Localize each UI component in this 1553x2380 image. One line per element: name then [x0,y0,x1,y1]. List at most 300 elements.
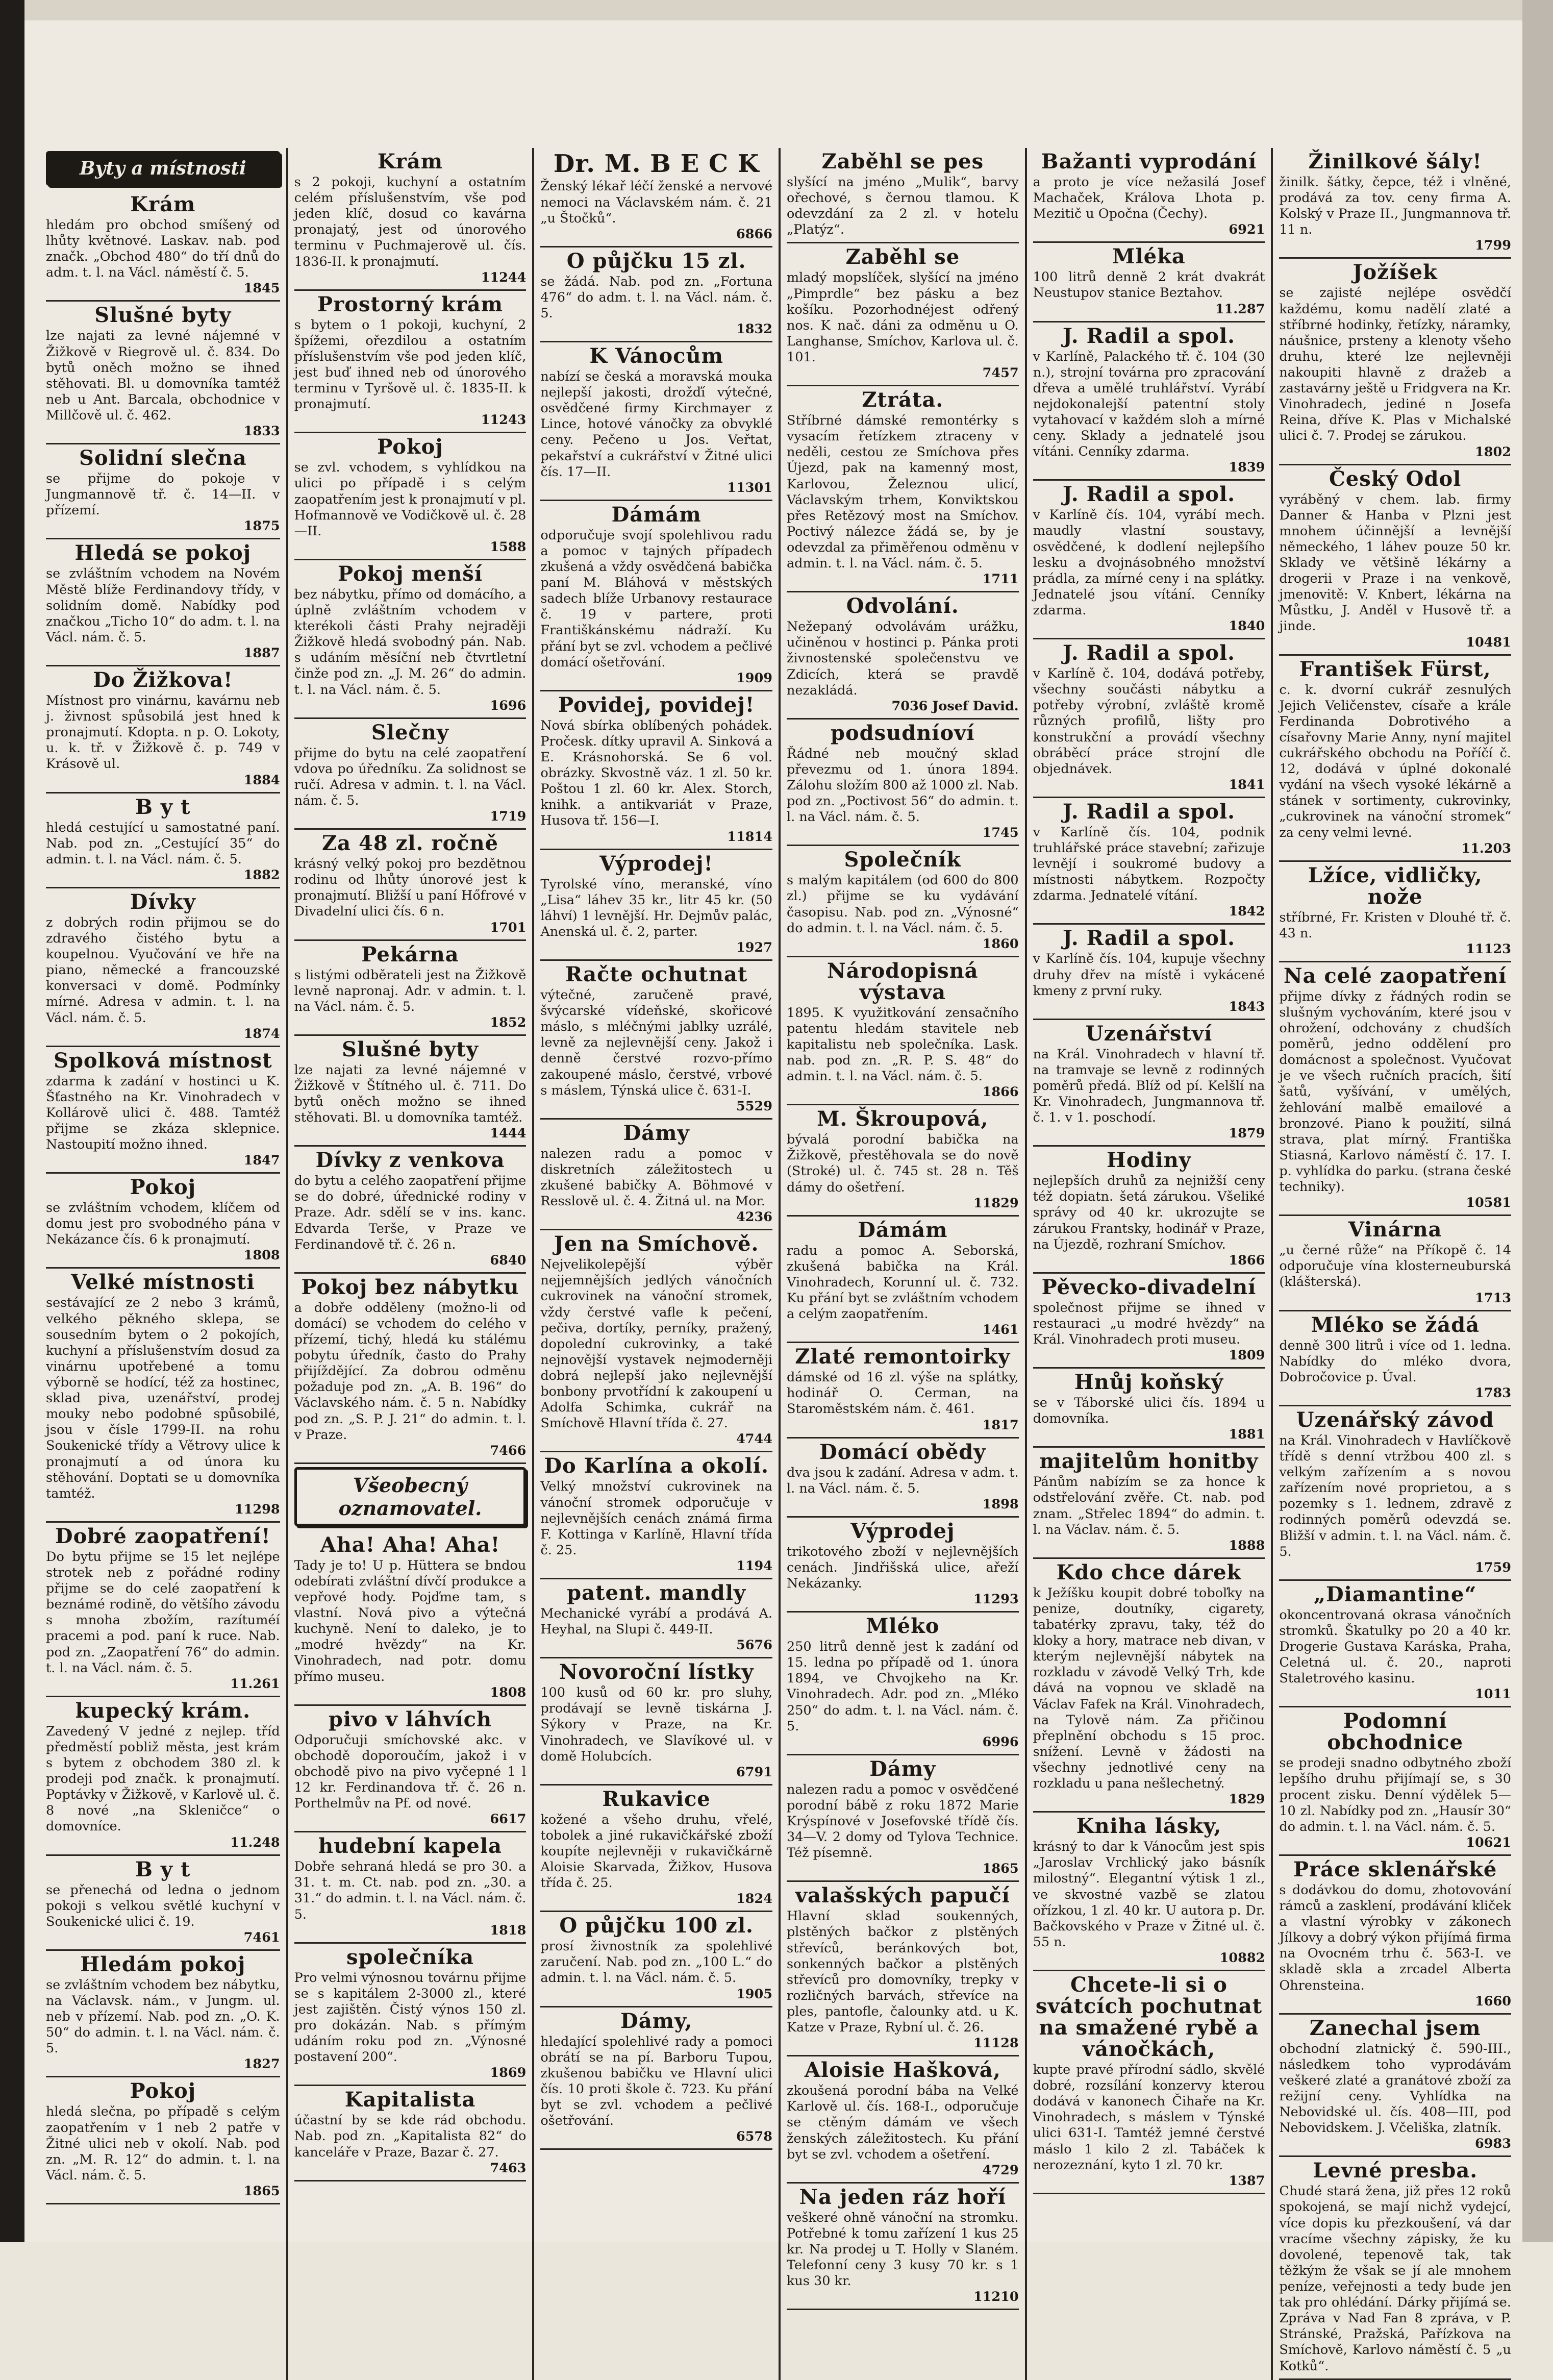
classified-ad [787,2056,1019,2184]
classified-ad [294,1036,527,1147]
ad-text: společnost přijme se ihned v restauraci „u modré hvězdy“ na Král. Vinohradech proti museu. [1033,1300,1265,1348]
classified-ad [1279,1581,1511,1708]
ad-title: Chcete-li si o svátcích pochutnat na smažené rybě a vánočkách, [1035,1972,1263,2061]
classified-ad [540,1452,772,1579]
ad-title: Pokoj bez nábytku [301,1275,519,1299]
column-5 [1025,148,1271,2380]
ad-text: 100 litrů denně 2 krát dvakrát Neustupov stanice Beztahov. [1033,269,1265,301]
classified-ad [1033,798,1265,925]
classified-ad [1033,148,1265,243]
ad-text: bývalá porodní babička na Žižkově, přestěhovala se do nově (Stroké) ul. č. 745 st. 28 n. Těš dámy do ošetření. [786,1132,1019,1195]
ad-number: 11293 [973,1592,1019,1607]
ad-title: Uzenářský závod [1296,1407,1494,1432]
classified-ad [787,2184,1019,2311]
ad-text: odporučuje svojí spolehlivou radu a pomoc v tajných případech zkušená a vždy osvědčená babička paní M. Bláhová v městských sadech blíže Urbanovy restaurace č. 19 v partere, proti Františkánskému nádraží. Ku přání byt se zvl. vchodem a pečlivé domácí ošetřování. [540,527,772,670]
classified-ad [294,941,527,1036]
classified-ad [1279,259,1511,465]
ad-number: 1808 [243,1248,280,1263]
ad-text: účastní by se kde rád obchodu. Nab. pod zn. „Kapitalista 82“ do kanceláře v Praze, Bazar č. 27. [294,2113,527,2160]
ad-text: kupte pravé přírodní sádlo, skvělé dobré, rozsílání konzervy kterou dodává v kanonech Čihaře na Kr. Vinohradech, s máslem v Týnské ulici 631-I. Tamtéž jemné čerstvé máslo 1 kilo 2 zl. Tabáček k nerozeznání, kyto 1 zl. 70 kr. [1033,2062,1265,2173]
ad-text: v Karlíně č. 104, dodává potřeby, všechny součásti nábytku a potřeby výrobní, zvláště kromě různých profilů, lišty pro konstrukční a provádí všechny obráběcí práce strojní dle objednávek. [1033,666,1265,777]
ad-title: Kapitalista [344,2088,476,2112]
ad-number: 1194 [736,1558,772,1574]
ad-number: 1882 [243,867,280,883]
ad-title: Národopisná výstava [827,958,979,1004]
ad-text: sestávající ze 2 nebo 3 krámů, velkého pěkného sklepa, se sousedním bytem o 2 pokojích, kuchyní a příslušenstvím dosud za vinárnu upotřebené a tomu výborně se hodící, též za hostinec, sklad piva, uzenářství, prodej mouky nebo podobné spůsobilé, jsou v čísle 1799-II. na rohu Soukenické třídy a Větrovy ulice k pronajmutí a od února ku stěhování. Doptati se u domovníka tamtéž. [46,1295,280,1501]
classified-ad [1033,925,1265,1020]
ad-title: J. Radil a spol. [1062,641,1236,665]
ad-text: Tyrolské víno, meranské, víno „Lisa“ láhev 35 kr., litr 45 kr. (50 láhví) 1 levnější. Hr. Dejmův palác, Anenská ul. č. 2, parter. [540,876,772,939]
ad-title: Hledám pokoj [80,1952,246,1976]
classified-ad [1279,1406,1511,1581]
section-banner-vseobecny: Všeobecný oznamovatel. [294,1467,527,1526]
ad-title: Na jeden ráz hoří [799,2185,1007,2209]
classified-ad [1279,1311,1511,1406]
ad-number: 1387 [1229,2173,1265,2189]
ad-title: pivo v láhvích [328,1707,492,1731]
classified-ad [540,1786,772,1913]
ad-number: 1869 [490,2065,527,2081]
classified-ad [1033,1274,1265,1369]
ad-title: Aloisie Hašková, [804,2058,1001,2082]
ad-number: 11829 [973,1195,1019,1211]
ad-title: Zlaté remontoirky [795,1345,1011,1369]
classified-ad [1033,1813,1265,1971]
ad-title: Dr. M. B E C K [553,150,760,178]
ad-title: Jen na Smíchově. [554,1232,759,1256]
ad-text: se zvl. vchodem, s vyhlídkou na ulici po případě i s celým zaopatřením jest k pronajmutí v pl. Hofmannově ve Vodičkově ul. č. 28—II. [294,460,527,539]
ad-number: 1898 [982,1496,1019,1512]
ad-text: dámské od 16 zl. výše na splátky, hodinář O. Cerman, na Staroměstském nám. č. 461. [786,1370,1019,1417]
ad-title: J. Radil a spol. [1062,324,1236,348]
column-4 [779,148,1025,2380]
ad-title: Slečny [371,720,449,745]
ad-text: Řádné neb moučný sklad převezmu od 1. února 1894. Zálohu složím 800 až 1000 zl. Nab. pod zn. „Poctivost 56“ do admin. t. l. na Václ. nám. č. 5. [786,746,1019,825]
classified-ad [46,794,280,888]
ad-number: 1866 [982,1084,1019,1100]
scan-left-edge [0,0,24,2242]
ad-text: 250 litrů denně jest k zadání od 15. ledna po případě od 1. února 1894, ve Chvojkeho na Kr. Vinohradech. Adr. pod zn. „Mléko 250“ do adm. t. l. na Václ. nám. č. 5. [786,1639,1019,1734]
ad-title: Podomní obchodnice [1327,1709,1464,1755]
ad-text: stříbrné, Fr. Kristen v Dlouhé tř. č. 43 n. [1279,909,1511,941]
classified-ad [787,957,1019,1106]
classified-ad [540,1912,772,2007]
ad-text: krásný to dar k Vánocům jest spis „Jaroslav Vrchlický jako básník milostný“. Elegantní výtisk 1 zl., ve skvostné vazbě se zlatou ořízkou, 1 zl. 40 kr. U autora p. Dr. Bačkovského v Praze v Žitné ul. č. 55 n. [1033,1839,1265,1950]
classified-ad [46,1174,280,1269]
ad-number: 1783 [1475,1385,1511,1401]
classified-ad [46,191,280,302]
classified-ad [46,888,280,1047]
classified-ad [787,1343,1019,1438]
ad-title: Zanechal jsem [1309,2016,1481,2040]
classified-ad [294,1944,527,2087]
ad-number: 10581 [1466,1195,1511,1211]
ad-title: Pokoj [130,1175,196,1200]
ad-number: 11243 [481,412,527,428]
ad-number: 1808 [490,1684,527,1700]
ad-title: Kdo chce dárek [1056,1560,1242,1584]
ad-title: Mléko se žádá [1311,1312,1480,1337]
ad-number: 1809 [1229,1348,1265,1363]
classified-ad [46,1951,280,2078]
ad-title: Uzenářství [1085,1021,1213,1046]
ad-title: Dívky z venkova [315,1148,505,1173]
ad-text: se zvláštním vchodem, klíčem od domu jest pro svobodného pána v Nekázance čís. 6 k pronajmutí. [46,1200,280,1248]
scan-top-edge [0,0,1553,20]
classified-ad [294,830,527,940]
ad-title: M. Škroupová, [817,1107,989,1131]
ad-text: v Karlíně čís. 104, kupuje všechny druhy dřev na místě i vykácené kmeny z první ruky. [1033,951,1265,999]
ad-title: Za 48 zl. ročně [321,831,499,856]
ad-number: 1713 [1475,1290,1511,1306]
ad-title: Hnůj koňský [1074,1370,1224,1395]
ad-title: Společník [844,848,962,872]
ad-text: 1895. K využitkování zensačního patentu hledám stavitele neb kapitalistu neb společníka. Lask. nab. pod zn. „R. P. S. 48“ do admin. t. l. na Václ. nám. č. 5. [786,1005,1019,1084]
ad-text: na Král. Vinohradech v hlavní tř. na tramvaje se levně z rodinných poměrů předá. Blíž od pí. Kelšlí na Kr. Vinohradech, Jungmannova tř. č. 1. v 1. poschodí. [1033,1046,1265,1126]
classified-ad [1033,1369,1265,1448]
ad-text: v Karlíně čís. 104, vyrábí mech. maudly vlastní soustavy, osvědčené, k dodlení nejlepšího lesku a dvojnásobného množství prádla, za mírné ceny i na splátky. Jednatelé jsou vítání. Cenníky zdarma. [1033,507,1265,618]
classified-ad [787,243,1019,386]
classified-ad [294,1706,527,1833]
ad-title: B y t [135,1857,191,1881]
ad-number: 1865 [982,1861,1019,1877]
ad-title: Slušné byty [94,303,232,328]
classified-ad [540,342,772,501]
classified-ad [787,592,1019,720]
classified-ad [1033,1020,1265,1147]
ad-text: okoncentrovaná okrasa vánočních stromků. Škatulky po 20 a 40 kr. Drogerie Gustava Karáska, Praha, Celetná ul. č. 20., naproti Staletrového kasinu. [1279,1607,1511,1687]
ad-text: 100 kusů od 60 kr. pro sluhy, prodávají se levně tiskárna J. Sýkory v Praze, na Kr. Vinohradech, ve Slavíkové ul. v domě Holubcích. [540,1685,772,1764]
ad-title: J. Radil a spol. [1062,926,1236,951]
column-2 [286,148,533,2380]
ad-number: 4236 [736,1209,772,1225]
classified-ad [1279,862,1511,962]
ad-title: Dívky [130,889,196,914]
classified-ad [294,2086,527,2181]
ad-number: 1887 [243,645,280,661]
ad-number: 1719 [490,809,527,825]
ad-title: Dámám [611,502,702,527]
ad-text: se přenechá od ledna o jednom pokoji s velkou světlé kuchyní v Soukenické ulici č. 19. [46,1882,280,1929]
classified-ad [540,1658,772,1786]
ad-number: 1905 [736,1986,772,2002]
ad-text: radu a pomoc A. Seborská, zkušená babička na Král. Vinohradech, Korunní ul. č. 732. Ku přání byt se zvláštním vchodem a celým zaopatřením. [786,1243,1019,1322]
ad-text: Pro velmi výnosnou továrnu přijme se s kapitálem 2-3000 zl., které jest zajištěn. Čistý výnos 150 zl. pro dokázán. Nab. s přímým udáním roku pod zn. „Výnosné postavení 200“. [294,1970,527,2065]
ad-title: Mléko [866,1614,940,1639]
ad-text: nalezen radu a pomoc v diskretních záležitostech u zkušené babičky A. Böhmové v Resslově ul. č. 4. Žitná ul. na Mor. [540,1146,772,1209]
ad-text: denně 300 litrů i více od 1. ledna. Nabídky do mléko dvora, Dobročovice p. Úval. [1279,1337,1511,1385]
classified-ad [1279,962,1511,1216]
ad-title: Lžíce, vidličky, nože [1308,863,1483,909]
ad-number: 1927 [736,940,772,955]
ad-text: se v Táborské ulici čís. 1894 u domovníka. [1033,1395,1265,1427]
ad-number: 1817 [982,1417,1019,1433]
ad-text: „u černé růže“ na Příkopě č. 14 odporučuje vína klosterneuburská (klášterská). [1279,1243,1511,1290]
classified-ad [540,1230,772,1452]
ad-title: valašských papučí [795,1883,1010,1908]
ad-title: Pekárna [361,942,459,966]
ad-number: 11128 [973,2036,1019,2051]
ad-title: Výprodej [850,1519,955,1543]
classified-ad [294,719,527,830]
ad-title: Rukavice [602,1787,711,1811]
ad-title: Pokoj menší [337,561,483,586]
ad-text: Nová sbírka oblíbených pohádek. Pročesk. dítky upravil A. Sinková a E. Krásnohorská. Se 6 vol. obrázky. Skvostně váz. 1 zl. 50 kr. Poštou 1 zl. 60 kr. Alex. Storch, knihk. a antikvariát v Praze, Husova tř. 156—I. [540,717,772,829]
classified-ad [787,846,1019,957]
ad-title: Prostorný krám [317,292,503,316]
ad-number: 1879 [1229,1126,1265,1142]
ad-title: Český Odol [1329,466,1462,491]
ad-number: 1444 [490,1126,527,1142]
ad-title: Pokoj [377,435,443,459]
ad-text: se žádá. Nab. pod zn. „Fortuna 476“ do adm. t. l. na Václ. nám. č. 5. [540,274,772,321]
ad-number: 1841 [1229,777,1265,792]
ad-title: Do Karlína a okolí. [544,1454,769,1478]
ad-text: se zajisté nejlépe osvědčí každému, komu nadělí zlaté a stříbrné hodinky, řetízky, náramky, náušnice, prsteny a klenoty všeho druhu, které lze nejlevněji nakoupiti hlavně z dražeb a zastavárny ještě u Fridgvera na Kr. Vinohradech, jediné n Josefa Reina, dříve K. Plas v Michalské ulici č. 7. Prodej se zárukou. [1279,285,1511,444]
classified-ad [540,961,772,1120]
ad-title: kupecký krám. [75,1698,251,1723]
ad-title: společníka [346,1945,474,1969]
classified-ad [540,148,772,247]
ad-text: prosí živnostník za spolehlivé zaručení. Nab. pod zn. „100 L.“ do admin. t. l. na Václ. nám. č. 5. [540,1939,772,1986]
classified-ad [1279,465,1511,656]
ad-number: 1852 [490,1014,527,1030]
ad-text: se zvláštním vchodem na Novém Městě blíže Ferdinandovy třídy, v solidním domě. Nabídky pod značkou „Ticho 10“ do adm. t. l. na Václ. nám. č. 5. [46,566,280,645]
classified-ad [1279,656,1511,862]
ad-number: 1845 [243,281,280,296]
ad-number: 7466 [490,1443,527,1458]
ad-number: 11.287 [1215,301,1265,317]
ad-text: se zvláštním vchodem bez nábytku, na Václavsk. nám., v Jungm. ul. neb v přízemí. Nab. pod zn. „O. K. 50“ do admin. t. l. na Václ. nám. č. 5. [46,1977,280,2056]
ad-text: obchodní zlatnický č. 590-III., následkem toho vyprodávám veškeré zlaté a granátové zboží za režijní ceny. Vyhlídka na Nebovidské ul. čís. 408—III, pod Nebovidskem. J. Včeliška, zlatník. [1279,2041,1511,2136]
ad-number: 11.248 [230,1834,280,1850]
classified-ad [787,1613,1019,1755]
ad-number: 1875 [243,518,280,534]
ad-number: 1660 [1475,1993,1511,2009]
column-6 [1271,148,1517,2380]
ad-text: přijme do bytu na celé zaopatření vdova po úředníku. Za solidnost se ručí. Adresa v admin. t. l. na Václ. nám. č. 5. [294,745,527,808]
ad-text: s 2 pokoji, kuchyní a ostatním celém příslušenstvím, vše pod jeden klíč, dosud co kavárna pronajatý, jest od únorového terminu v Puchmajerově ul. čís. 1836-II. k pronajmutí. [294,175,527,269]
ad-title: hudební kapela [318,1834,502,1858]
ad-text: dva jsou k zadání. Adresa v adm. t. l. na Václ. nám. č. 5. [786,1465,1019,1496]
ad-number: 1588 [490,539,527,555]
classified-ad [540,247,772,342]
ad-number: 1909 [736,670,772,686]
ad-title: Kniha lásky, [1076,1814,1222,1839]
classified-ad [46,666,280,794]
ad-number: 1824 [736,1891,772,1907]
ad-number: 5676 [736,1638,772,1653]
classified-ad [787,1518,1019,1613]
classified-ad [1033,481,1265,639]
classified-ad [294,433,527,560]
ad-number: 10481 [1466,634,1511,650]
ad-title: Ztráta. [862,388,944,412]
ad-number: 1888 [1229,1538,1265,1553]
ad-title: Solidní slečna [79,446,247,470]
ad-title: Hledá se pokoj [74,541,252,565]
ad-title: Jožíšek [1352,260,1438,285]
classified-ad [46,1523,280,1697]
ad-title: majitelům honitby [1039,1449,1259,1474]
ad-title: patent. mandly [567,1580,746,1605]
ad-text: zkoušená porodní bába na Velké Karlově ul. čís. 168-I., odporučuje se ctěným dámám ve všech ženských záležitostech. Ku přání byt se zvl. vchodem a ošetření. [786,2083,1019,2162]
ad-number: 1818 [490,1922,527,1938]
ad-title: Na celé zaopatření [1284,963,1507,988]
classified-ad [1279,1707,1511,1856]
ad-number: 11.203 [1461,840,1511,856]
ad-text: Pánům nabízím se za honce k odstřelování zvěře. Ct. nab. pod znam. „Střelec 1894“ do admin. t. l. na Václav. nám. č. 5. [1033,1474,1265,1538]
ad-text: Nežepaný odvolávám urážku, učiněnou v hostinci p. Pánka proti živnostenské společenstvu ve Zdicích, která se pravdě nezakládá. [786,619,1019,698]
ad-number: 1696 [490,698,527,713]
ad-number: 1802 [1475,444,1511,460]
ad-title: Aha! Aha! Aha! [320,1532,500,1557]
ad-title: podsudníoví [831,721,975,745]
ad-number: 1842 [1229,904,1265,920]
ad-title: Zaběhl se [845,245,960,269]
ad-number: 1759 [1475,1559,1511,1575]
classified-ad [540,691,772,850]
ad-number: 6866 [736,226,772,242]
ad-title: J. Radil a spol. [1062,799,1236,824]
ad-text: přijme dívky z řádných rodin se slušným vychováním, které jsou v ohrožení, odchovány z chudších poměrů, jedno oddělení pro domácnost a společnost. Vyučovat je ve všech ručních pracích, šití šatů, vyšívání, v umělých, žehlování malbě emailové a bronzové. Piano k použití, silná strava, plat mírný. Františka Stiasná, Karlovo náměstí č. 17. I. p. vyhlídka do parku. (strana české techniky). [1279,988,1511,1195]
classified-ad [1279,2015,1511,2158]
ad-number: 1461 [982,1322,1019,1338]
ad-text: Velký množství cukrovinek na vánoční stromek odporučuje v nejlevnějších cenách známá firma F. Kottinga v Karlíně, Hlavní třída č. 25. [540,1479,772,1558]
ad-title: Pěvecko-divadelní [1041,1275,1257,1299]
ad-number: 1840 [1229,618,1265,634]
ad-number: 6578 [736,2129,772,2145]
ad-number: 1884 [243,772,280,788]
ad-title: Dámy, [620,2009,693,2033]
ad-title: Dobré zaopatření! [55,1524,271,1548]
ad-number: 6983 [1475,2136,1511,2152]
ad-text: z dobrých rodin přijmou se do zdravého čistého bytu a koupelnou. Vyučování ve hře na piano, německé a francouzské konversaci v domě. Podmínky mírné. Adresa v admin. t. l. na Václ. nám. č. 5. [46,914,280,1026]
ad-text: veškeré ohně vánoční na stromku. Potřebné k tomu zařízení 1 kus 25 kr. Na prodej u T. Holly v Slaném. Telefonní ceny 3 kusy 70 kr. s 1 kus 30 kr. [786,2210,1019,2289]
ad-text: krásný velký pokoj pro bezdětnou rodinu od lhůty únorové jest k pronajmutí. Bližší u paní Hőfrové v Divadelní ulici čís. 6 n. [294,856,527,920]
classified-ad [787,1105,1019,1216]
ad-title: Levné presba. [1313,2159,1478,2183]
classified-ad [540,501,772,691]
classified-ad [294,148,527,291]
ad-number: 6921 [1229,222,1265,238]
ad-number: 1829 [1229,1792,1265,1807]
ad-title: Dámám [858,1218,948,1242]
ad-text: s bytem o 1 pokoji, kuchyní, 2 špížemi, ořezdilou a ostatním příslušenstvím vše pod jeden klíč, jest buď ihned neb od únorového terminu v Tyršově ul. č. 1835-II. k pronajmutí. [294,317,527,412]
ad-text: mladý mopslíček, slyšící na jméno „Pimprdle“ bez pásku a bez košíku. Pozorhodnéjest odřený nos. K nač. dáni za odměnu u O. Langhanse, Smíchov, Karlova ul. č. 101. [786,270,1019,365]
ad-number: 4729 [982,2162,1019,2178]
ad-number: 1847 [243,1153,280,1169]
classified-ad [787,148,1019,243]
ad-number: 1866 [1229,1252,1265,1268]
ad-text: lze najati za levné nájemné v Žižkově v Štítného ul. č. 711. Do bytů oněch možno se ihned stěhovati. Bl. u domovníka tamtéž. [294,1062,527,1126]
ad-title: Dámy [623,1121,690,1145]
ad-title: Domácí obědy [819,1440,986,1464]
ad-number: 6996 [982,1734,1019,1750]
classified-ad [294,1147,527,1274]
ad-title: Slušné byty [341,1037,479,1061]
classified-ad [787,1217,1019,1344]
ad-number: 6791 [736,1764,772,1780]
ad-title: Výprodej! [599,851,714,876]
ad-title: František Fürst, [1299,657,1491,681]
classified-ad [787,1882,1019,2056]
ad-text: nejlepších druhů za nejnižší ceny též dopiatn. šetá zárukou. Všeliké správy od 40 kr. ukrozujte se zárukou Frantsky, hodinář v Praze, na Újezdě, rozhraní Smíchov. [1033,1173,1265,1252]
ad-number: 6840 [490,1252,527,1268]
ad-title: Dámy [869,1756,936,1781]
ad-text: hledá slečna, po případě s celým zaopatřením v 1 neb 2 patře v Žitné ulici neb v okolí. Nab. pod zn. „M. R. 12“ do admin. t. l. na Václ. nám. č. 5. [46,2104,280,2183]
column-3 [532,148,779,2380]
ad-number: 4744 [736,1431,772,1447]
ad-number: 11301 [727,480,772,495]
ad-text: na Král. Vinohradech v Havlíčkově třídě s denní vtržbou 400 zl. s velkým zařízením a s novou zařízením nové proprietou, a s pozemky s 1. lednem, zdravě z rodinných poměrů odevzdá se. Bližší v admin. t. l. na Václ. nám. č. 5. [1279,1432,1511,1559]
classified-ad [540,1579,772,1658]
scan-right-edge [1522,0,1553,2242]
ad-number: 1832 [736,321,772,337]
classified-ad [1033,639,1265,798]
ad-number: 1843 [1229,999,1265,1014]
classified-ad [294,1832,527,1943]
classified-ad [46,1856,280,1951]
classified-ad [294,1531,527,1706]
classified-ad [294,560,527,719]
ad-title: Pokoj [130,2079,196,2103]
ad-title: Zaběhl se pes [821,150,984,173]
classified-columns [40,148,1517,2374]
ad-text: žinilk. šátky, čepce, též i vlněné, prodává za tov. ceny firma A. Kolský v Praze II., Jungmannova tř. 11 n. [1279,175,1511,238]
ad-title: Krám [377,150,443,173]
ad-text: Tady je to! U p. Hüttera se bndou odebírati zvláštní dívčí produkce a vepřové hody. Pojďme tam, s vlastní. Nová pivo a výtečná kuchyně. Není to daleko, je to „modré hvězdy“ na Kr. Vinohradech, nad potr. domu přímo museu. [294,1557,527,1684]
classified-ad [787,1755,1019,1882]
ad-number: 7463 [490,2160,527,2176]
ad-title: Žinilkové šály! [1308,150,1482,173]
ad-title: Račte ochutnat [565,962,748,986]
ad-number: 6617 [490,1812,527,1827]
ad-number: 1701 [490,920,527,935]
ad-text: a proto je více nežasilá Josef Machaček, Králova Lhota p. Mezitič u Opočna (Čechy). [1033,175,1265,222]
classified-ad [1033,243,1265,322]
ad-number: 1860 [982,936,1019,952]
ad-text: Hlavní sklad soukenných, plstěných bačkor z plstěných střevíců, beránkových bot, sonkenných bačkor a plstěných střevíců pro domovníky, trepky v rozličných barvách, střevíce na ples, pantofle, čalounky atd. u K. Katze v Praze, Rybní ul. č. 26. [786,1908,1019,2036]
classified-ad [1033,1559,1265,1813]
ad-title: „Diamantine“ [1313,1582,1477,1606]
ad-text: trikotového zboží v nejlevnějších cenách. Jindřišská ulice, ařeží Nekázanky. [786,1544,1019,1592]
ad-number: 1745 [982,825,1019,841]
classified-ad [294,291,527,434]
ad-title: Povidej, povidej! [558,692,755,717]
ad-text: c. k. dvorní cukrář zesnulých Jejich Veličenstev, císaře a krále Ferdinanda Dobrotivého a císařovny Marie Anny, nyní majitel cukrářského obchodu na Poříčí č. 12, dodává v úplné dokonalé vydání na všech vysoké lékárně a stánek v sortimenty, cukrovinky, „cukrovinek na vánoční stromek“ za ceny velmi levné. [1279,682,1511,840]
classified-ad [294,1274,527,1464]
classified-ad [1033,1448,1265,1558]
ad-number: 1839 [1229,460,1265,476]
classified-ad [46,1697,280,1856]
ad-title: Odvolání. [846,594,959,618]
ad-number: 7457 [982,365,1019,381]
ad-number: 7036 Josef David. [891,698,1019,714]
ad-text: lze najati za levné nájemné v Žižkově v Riegrově ul. č. 834. Do bytů oněch možno se ihned stěhovati. Bl. u domovníka tamtéž neb u Ant. Barcala, obchodnice v Millčově ul. č. 462. [46,328,280,423]
ad-title: Hodiny [1107,1148,1191,1173]
ad-text: s malým kapitálem (od 600 do 800 zl.) přijme se ku vydávání časopisu. Nab. pod zn. „Výnosné“ do admin. t. l. na Václ. nám. č. 5. [786,873,1019,936]
classified-ad [540,2007,772,2150]
classified-ad [46,1047,280,1174]
classified-ad [1033,323,1265,481]
ad-title: Mléka [1112,244,1186,269]
ad-text: Nejvelikolepější výběr nejjemnějších jedlých vánočních cukrovinek na vánoční stromek, vždy čerstvé vafle k pečení, pečiva, dortíky, perníky, pražený, dopolední cukrovinky, a také nejnovější vystavek nejmoderněji dobrá nejlepší jako nejlevnější bonbony prvotřídní k zakoupení u Adolfa Schimka, cukrář na Smíchově Hlavní třída č. 27. [540,1257,772,1431]
ad-text: slyšící na jméno „Mulik“, barvy ořechové, s černou tlamou. K odevzdání za 2 zl. v hotelu „Platýz“. [786,175,1019,238]
ad-number: 1874 [243,1026,280,1042]
ad-number: 10882 [1219,1950,1265,1966]
ad-text: Stříbrné dámské remontérky s vysacím řetízkem ztraceny v neděli, cestou ze Smíchova přes Újezd, pak na kamenný most, Karlovou, Železnou ulicí, Václavským trhem, Konviktskou přes Retězový most na Smíchov. Poctivý nálezce žádá se, by je odevzdal za přiměřenou odměnu v admin. t. l. na Václ. nám. č. 5. [786,413,1019,572]
